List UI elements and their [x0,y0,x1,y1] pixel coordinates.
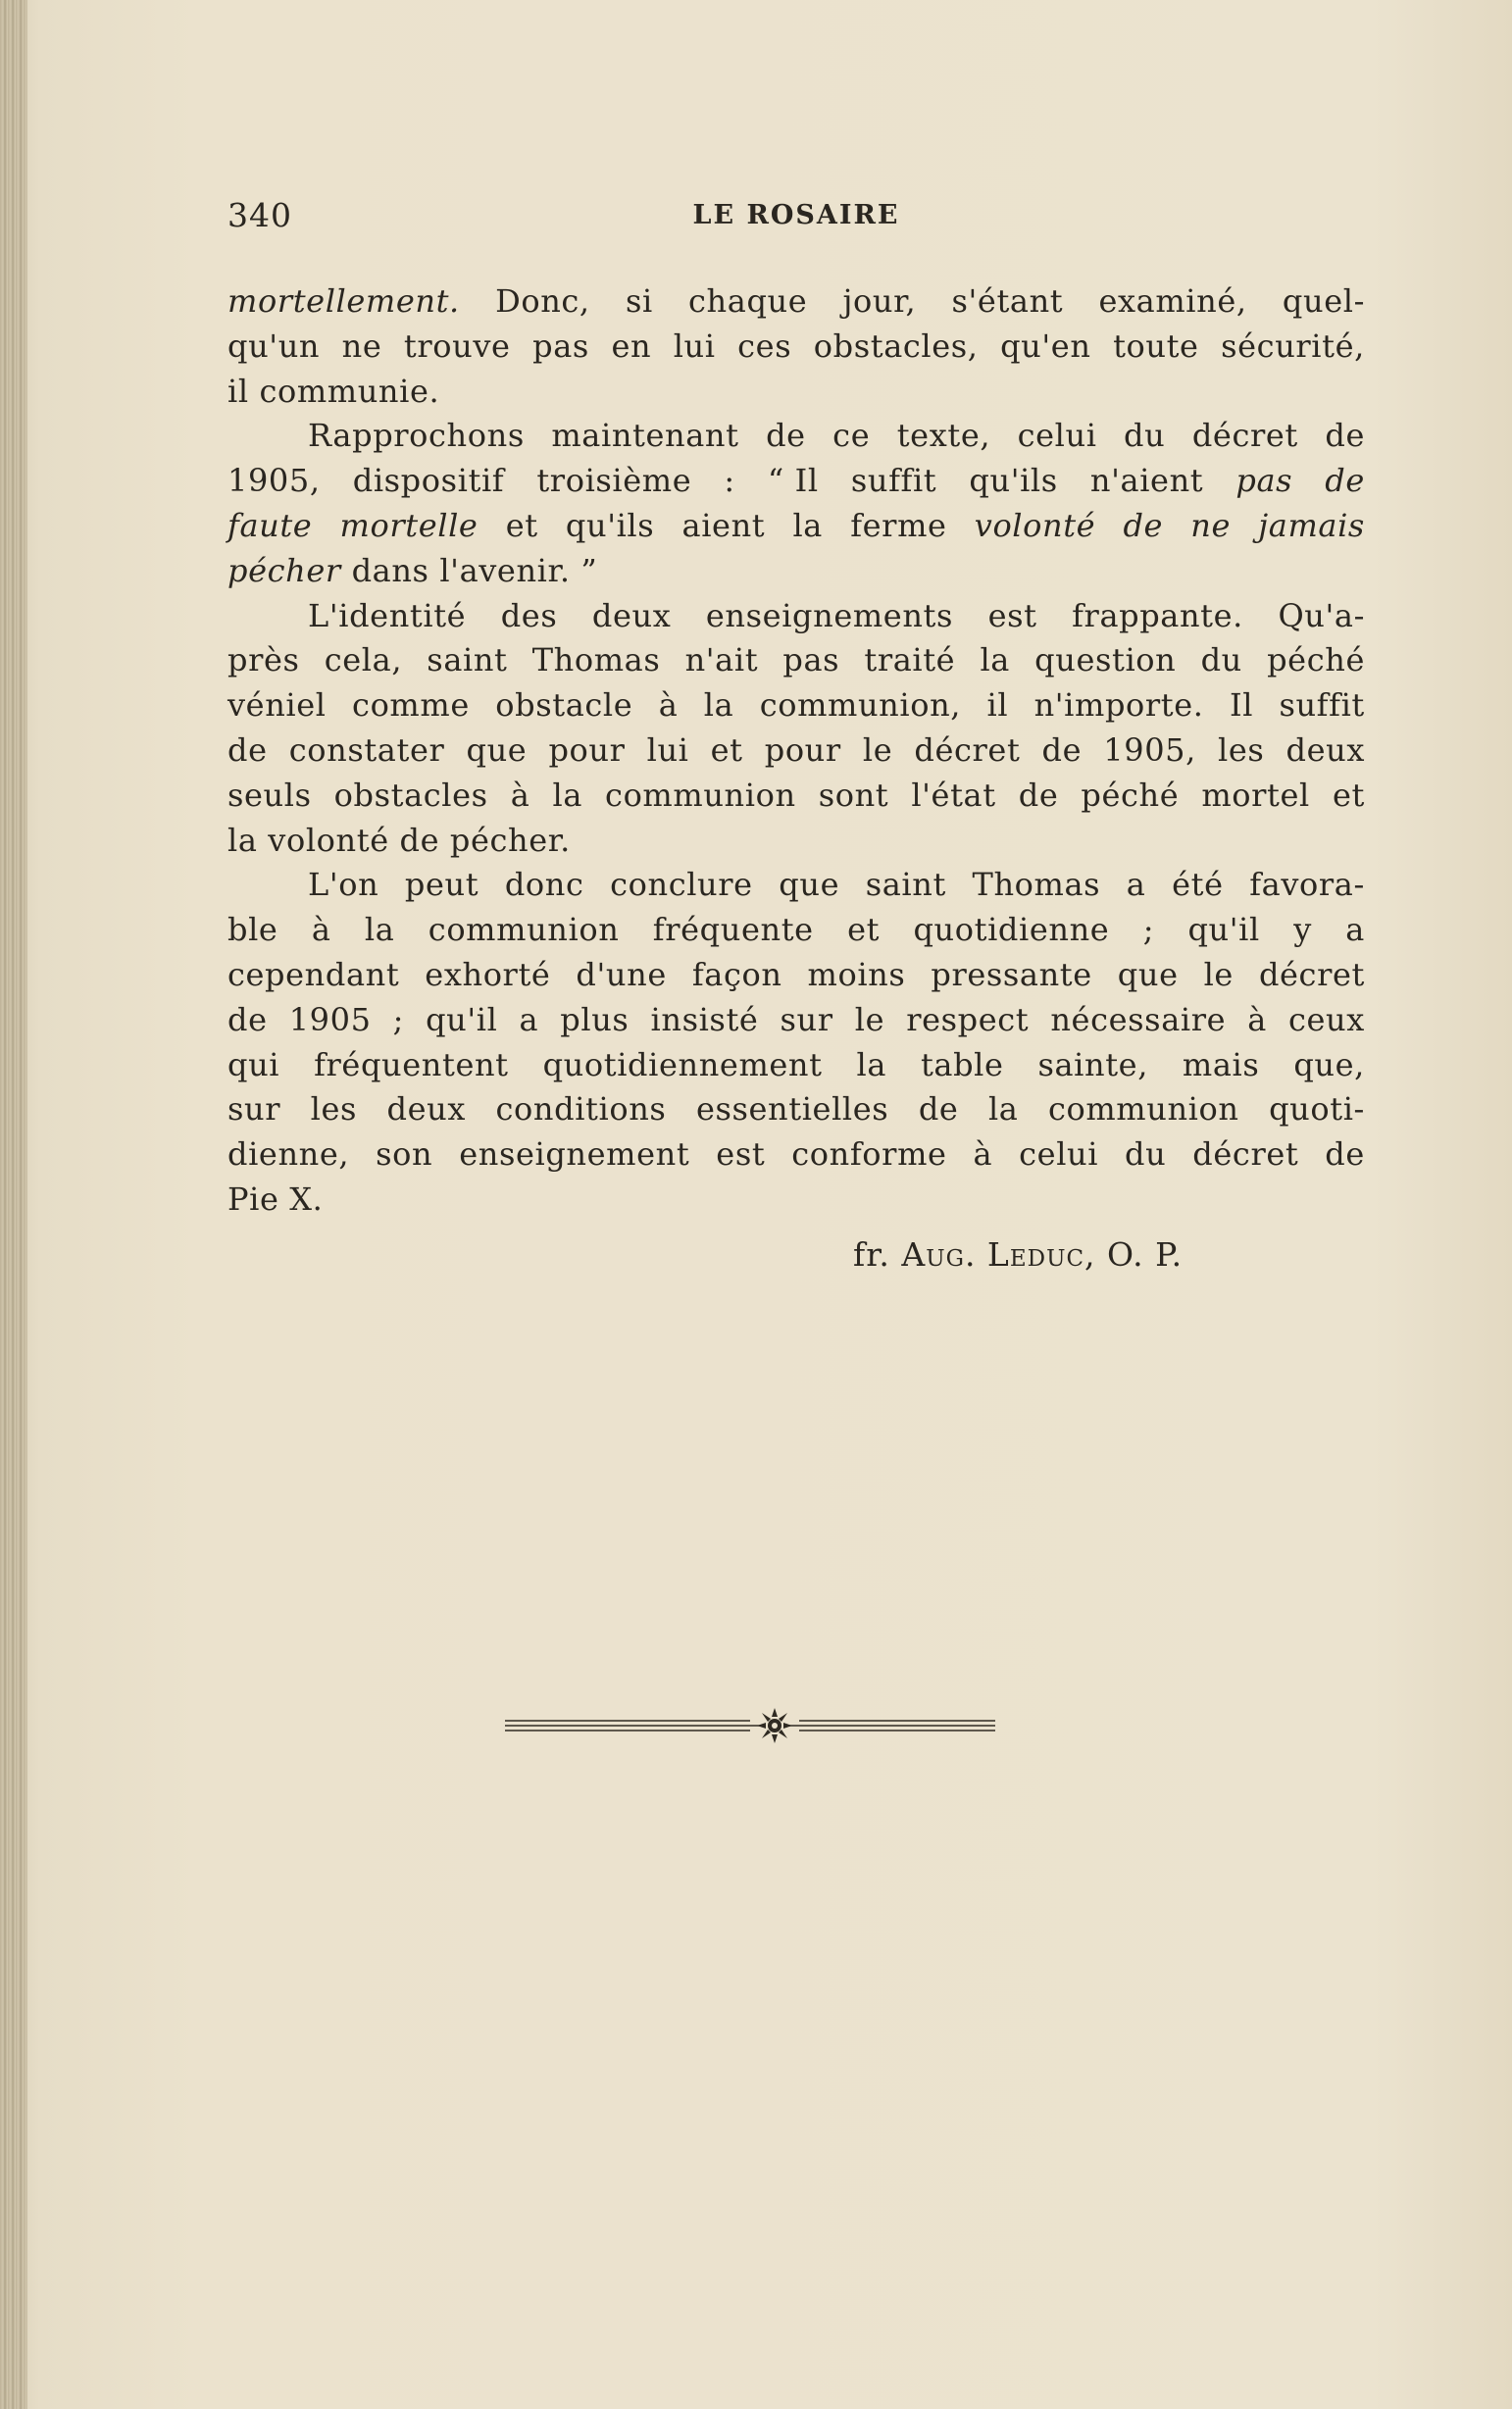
word: mais [1182,1045,1260,1083]
word: pas [782,641,840,679]
word: en [611,326,652,365]
word: dans l'avenir. ” [351,551,598,589]
word: conclure [610,866,753,904]
word: s'étant [951,282,1064,320]
word: table [920,1045,1004,1083]
word: conditions [495,1090,667,1129]
word: décret [1258,955,1365,993]
word: L'identité [308,596,467,634]
word: cela, [324,641,403,679]
word: qu'un [227,326,321,365]
word: du [1125,1135,1167,1174]
word: donc [504,866,584,904]
word: la [987,1090,1019,1129]
word: des [500,596,558,634]
word: dispositif [352,462,505,500]
word: et [847,911,881,949]
word: péché [1081,776,1180,814]
word: ces [737,326,792,365]
word: Qu'a- [1278,596,1365,634]
word: comme [352,686,470,725]
word: la [364,911,395,949]
text-line [227,414,1365,459]
word: pour [764,730,841,769]
word: traité [864,641,956,679]
word: communion [605,776,796,814]
word: de [766,417,806,455]
word: du [1200,641,1242,679]
word: question [1034,641,1177,679]
word: deux [1285,730,1365,769]
word: texte, [896,417,991,455]
word: 1905, [227,462,321,500]
text-line [227,1178,1365,1223]
word: sainte, [1037,1045,1148,1083]
word: si [625,282,653,320]
word: les [1218,730,1265,769]
word: saint [427,641,508,679]
word: celui [1017,417,1097,455]
text-line [227,370,1365,415]
word: maintenant [551,417,739,455]
body-text [227,279,1365,1223]
text-line [227,325,1365,370]
word: seuls [227,776,312,814]
word: pour [548,730,626,769]
word: exhorté [425,955,551,993]
word: n'importe. [1033,686,1204,725]
signature-prefix: fr. [853,1235,890,1274]
word: qu'en [1000,326,1091,365]
text-line [227,819,1365,864]
word: il [986,686,1009,725]
text-line [227,908,1365,953]
word: obstacles [333,776,488,814]
word: chaque [688,282,808,320]
word: obstacle [495,686,633,725]
word: près [227,641,300,679]
page-header [227,196,1365,239]
word: mortel [1201,776,1310,814]
running-title: LE ROSAIRE [692,200,900,230]
word: de [1041,730,1083,769]
word: d'une [576,955,667,993]
word: quotidiennement [542,1045,823,1083]
word: ferme [850,506,947,544]
word: troisième [536,462,692,500]
word: le [862,730,893,769]
word: sont [818,776,889,814]
word: saint [865,866,946,904]
word: il communie. [227,372,440,410]
word: quoti- [1269,1090,1365,1129]
word: enseignement [459,1135,690,1174]
word: a [1126,866,1146,904]
word: pressante [931,955,1092,993]
word: toute [1113,326,1199,365]
book-spine-edge [0,0,27,2409]
word: quotidienne [913,911,1110,949]
word: a [519,1000,539,1038]
text-line [227,863,1365,908]
word: et [710,730,743,769]
text-line [227,998,1365,1043]
word: la [792,506,823,544]
word: conforme [791,1135,947,1174]
word: pas [532,326,589,365]
word: que [466,730,528,769]
word: la [980,641,1010,679]
word: la [552,776,582,814]
word: et [505,506,538,544]
text-line [227,638,1365,683]
word: ceux [1287,1000,1365,1038]
word: Thomas [531,641,661,679]
word: communion, [759,686,962,725]
text-line [227,1132,1365,1178]
word: sur [227,1090,281,1129]
word: de [1123,506,1164,544]
word: de [1018,776,1059,814]
word: de [227,730,268,769]
word: la [703,686,734,725]
text-line [227,728,1365,774]
text-line [227,459,1365,504]
word: ; [1142,911,1155,949]
word: que [1117,955,1179,993]
word: décret [914,730,1021,769]
word: quel- [1282,282,1365,320]
text-line [227,504,1365,549]
fleuron-divider-icon [505,1701,995,1750]
word: de [1325,417,1365,455]
word: qui [227,1045,280,1083]
word: de [1325,1135,1365,1174]
word: décret [1192,1135,1299,1174]
word: pas [1235,462,1293,500]
word: cependant [227,955,400,993]
word: communion [428,911,620,949]
word: été [1172,866,1224,904]
word: L'on [308,866,379,904]
word: mortellement. [227,282,460,320]
text-line [227,279,1365,325]
word: est [987,596,1037,634]
word: plus [560,1000,630,1038]
word: suffit [850,462,937,500]
word: celui [1019,1135,1099,1174]
word: enseignements [705,596,954,634]
word: sur [780,1000,833,1038]
word: deux [591,596,672,634]
word: du [1124,417,1166,455]
word: façon [691,955,782,993]
word: les [310,1090,358,1129]
word: Thomas [972,866,1101,904]
word: Pie X. [227,1179,324,1218]
word: de [1325,462,1365,500]
word: est [716,1135,766,1174]
word: ; [392,1000,405,1038]
word: sécurité, [1221,326,1365,365]
word: et [1332,776,1365,814]
word: de [227,1000,268,1038]
word: mortelle [339,506,479,544]
word: ne [341,326,382,365]
word: faute [227,506,313,544]
text-line [227,1043,1365,1088]
word: respect [906,1000,1030,1038]
word: Donc, [495,282,590,320]
word: communion [1047,1090,1239,1129]
word: qu'ils [565,506,655,544]
word: y [1293,911,1312,949]
word: véniel [227,686,327,725]
text-line [227,774,1365,819]
word: péché [1267,641,1365,679]
word: Rapprochons [308,417,525,455]
word: qu'ils [969,462,1058,500]
word: aient [681,506,766,544]
word: Il [1229,686,1254,725]
word: qu'il [1187,911,1260,949]
word: favora- [1249,866,1365,904]
word: peut [404,866,479,904]
word: qu'il [426,1000,498,1038]
word: jamais [1258,506,1365,544]
word: à [1247,1000,1267,1038]
word: a [1345,911,1365,949]
word: trouve [403,326,511,365]
word: fréquentent [314,1045,509,1083]
word: lui [646,730,689,769]
word: à [510,776,530,814]
word: décret [1191,417,1298,455]
word: à [658,686,679,725]
word: constater [288,730,445,769]
word: que, [1293,1045,1365,1083]
word: l'état [911,776,996,814]
word: lui [673,326,716,365]
text-line [227,953,1365,998]
word: essentielles [695,1090,889,1129]
word: 1905, [1103,730,1196,769]
word: insisté [650,1000,759,1038]
word: à [973,1135,993,1174]
text-line [227,1087,1365,1132]
word: n'ait [684,641,759,679]
word: la [856,1045,887,1083]
word: ble [227,911,278,949]
text-line [227,683,1365,728]
word: ce [832,417,871,455]
word: n'aient [1089,462,1204,500]
word: volonté [974,506,1096,544]
page-number: 340 [227,196,292,234]
word: : [724,462,735,500]
word: le [854,1000,885,1038]
word: à [311,911,331,949]
word: frappante. [1072,596,1243,634]
word: nécessaire [1050,1000,1227,1038]
word: obstacles, [813,326,979,365]
word: jour, [842,282,917,320]
author-signature [853,1235,1183,1274]
signature-name: Aug. Leduc, O. P. [901,1235,1184,1274]
word: le [1203,955,1234,993]
word: la volonté de pécher. [227,821,571,859]
word: pécher [227,551,341,589]
text-line [227,594,1365,639]
word: fréquente [652,911,814,949]
word: son [376,1135,433,1174]
word: que [779,866,840,904]
word: suffit [1279,686,1365,725]
word: moins [807,955,906,993]
word: 1905 [288,1000,372,1038]
word: ne [1190,506,1232,544]
word: deux [386,1090,467,1129]
word: dienne, [227,1135,350,1174]
word: examiné, [1098,282,1247,320]
text-line [227,549,1365,594]
word: “ Il [767,462,819,500]
word: de [918,1090,959,1129]
